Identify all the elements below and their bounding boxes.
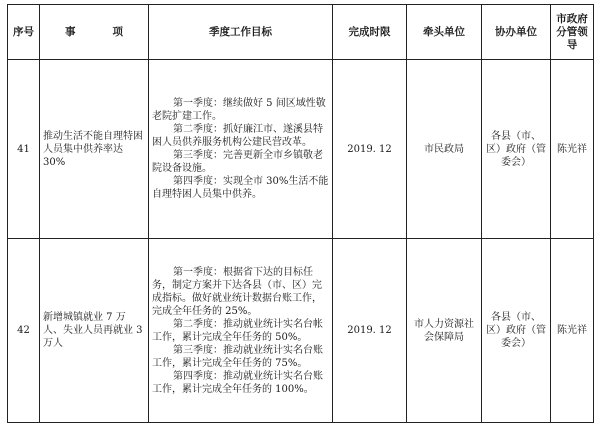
goal-q1: 第一季度：继续做好 5 间区域性敬老院扩建工作。	[152, 98, 326, 122]
header-leader	[551, 5, 594, 60]
goal-q1: 第一季度：根据省下达的目标任务，制定方案并下达各县（市、区）完成指标。做好就业统计数据台账工作，完成全年任务的 25%。	[152, 266, 322, 317]
table-row	[8, 239, 594, 423]
goal-q3: 第三季度：推动就业统计实名台账工作，累计完成全年任务的 75%。	[152, 344, 323, 369]
header-item-char-2: 项	[112, 25, 123, 38]
header-goal: 季度工作目标	[149, 5, 333, 60]
row-lead-unit: 市人力资源社会保障局	[407, 239, 482, 423]
row-item: 新增城镇就业 7 万人、失业人员再就业 3 万人	[40, 239, 149, 423]
goal-q2: 第二季度：推动就业统计实名台帐工作，累计完成全年任务的 50%。	[152, 318, 323, 343]
row-deadline: 2019. 12	[333, 239, 407, 423]
header-assist-unit: 协办单位	[482, 5, 551, 60]
header-no: 序号	[8, 5, 40, 60]
row-item: 推动生活不能自理特困人员集中供养率达 30%	[40, 60, 149, 239]
row-assist-unit: 各县（市、区）政府（管委会）	[482, 60, 551, 239]
header-item	[40, 5, 149, 60]
header-leader-line-2: 分管领导	[556, 25, 588, 51]
header-deadline: 完成时限	[333, 5, 407, 60]
row-assist-unit: 各县（市、区）政府（管委会）	[482, 239, 551, 423]
row-number: 42	[8, 239, 40, 423]
header-leader-line-1: 市政府	[556, 12, 588, 25]
table-row	[8, 60, 594, 239]
row-number: 41	[8, 60, 40, 239]
work-target-table	[7, 4, 594, 423]
row-goals	[149, 239, 333, 423]
goal-q3: 第三季度：完善更新全市乡镇敬老院设备设施。	[152, 150, 323, 174]
header-lead-unit: 牵头单位	[407, 5, 482, 60]
goal-q4: 第四季度：推动就业统计实名台账工作，累计完成全年任务的 100%。	[152, 370, 323, 395]
row-leader: 陈光祥	[551, 239, 594, 423]
goal-q2: 第二季度：抓好廉江市、遂溪县特困人员供养服务机构公建民营改革。	[152, 124, 323, 148]
row-leader: 陈光祥	[551, 60, 594, 239]
goal-q4: 第四季度：实现全市 30%生活不能自理特困人员集中供养。	[152, 176, 329, 200]
row-lead-unit: 市民政局	[407, 60, 482, 239]
header-item-char-1: 事	[65, 25, 76, 38]
header-row	[8, 5, 594, 60]
row-goals	[149, 60, 333, 239]
row-deadline: 2019. 12	[333, 60, 407, 239]
